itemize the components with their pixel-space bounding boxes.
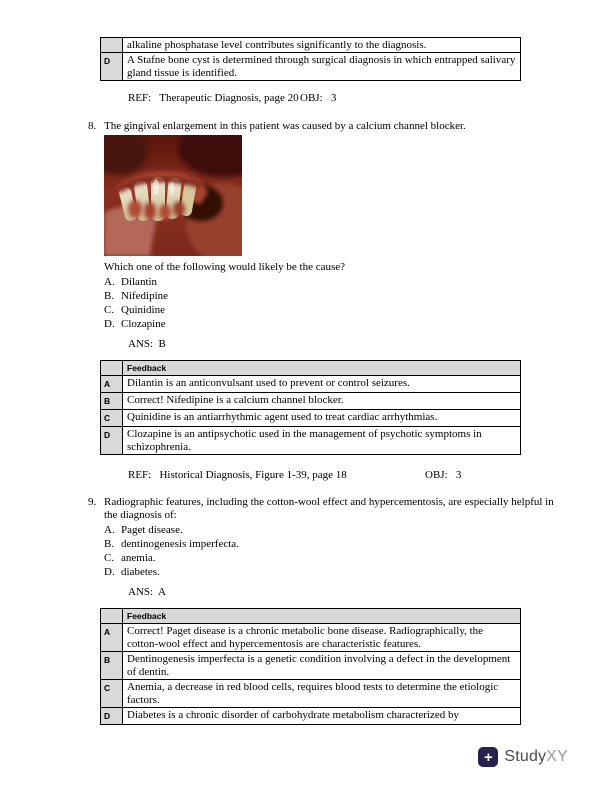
question-stem: Radiographic features, including the cotton-wool effect and hypercementosis, are especially helpful in the diagnosis of: [104,495,554,521]
question-stem: The gingival enlargement in this patient was caused by a calcium channel blocker. [104,119,466,132]
option-letter: B. [104,289,115,302]
option-letter: B. [104,537,115,550]
option-letter: A. [104,523,115,536]
table-row [101,427,521,455]
option-text: dentinogenesis imperfecta. [121,537,239,550]
option-item [104,303,556,317]
option-item [104,275,556,289]
option-letter: C. [104,303,115,316]
plus-icon: + [478,747,498,767]
row-text: Correct! Nifedipine is a calcium channel blocker. [123,393,521,410]
table-row [101,708,521,725]
table-row [101,410,521,427]
question-number: 8. [88,119,97,132]
table-row [101,680,521,708]
table-row [101,53,521,81]
option-item [104,551,556,565]
table-row [101,393,521,410]
feedback-header-row [101,609,521,624]
row-letter: D [101,708,123,725]
question-number: 9. [88,495,97,508]
row-text: alkaline phosphatase level contributes significantly to the diagnosis. [123,38,521,53]
brand-study: Study [504,748,547,765]
question-9 [88,496,612,600]
ref-line [128,92,612,106]
option-text: Paget disease. [121,523,183,536]
option-text: Nifedipine [121,289,169,302]
feedback-header-letter-cell [101,609,123,624]
ref-line [128,469,612,483]
row-letter: C [101,680,123,708]
row-letter [101,38,123,53]
option-letter: D. [104,565,115,578]
row-letter: D [101,53,123,81]
row-text: Correct! Paget disease is a chronic metabolic bone disease. Radiographically, the cotton-wool effect and hypercementosis are characteristic features. [123,624,521,652]
obj-text: OBJ: 3 [300,92,337,104]
feedback-table-fragment [100,37,521,81]
option-text: anemia. [121,551,156,564]
table-row [101,652,521,680]
row-text: Clozapine is an antipsychotic used in the management of psychotic symptoms in schizophrenia. [123,427,521,455]
option-letter: C. [104,551,115,564]
option-item [104,317,556,331]
obj-text: OBJ: 3 [425,469,462,481]
options-list [104,275,556,331]
ref-text: REF: Historical Diagnosis, Figure 1-39, page 18 [128,469,347,481]
feedback-table-q8 [100,360,521,455]
brand-name [504,748,568,766]
option-letter: A. [104,275,115,288]
option-item [104,523,556,537]
feedback-header-label: Feedback [123,361,521,376]
option-text: Clozapine [121,317,166,330]
question-prompt: Which one of the following would likely be the cause? [104,261,346,273]
option-letter: D. [104,317,115,330]
row-text: Anemia, a decrease in red blood cells, requires blood tests to determine the etiologic factors. [123,680,521,708]
table-row [101,376,521,393]
row-letter: B [101,652,123,680]
option-item [104,565,556,579]
row-letter: A [101,624,123,652]
feedback-header-letter-cell [101,361,123,376]
row-text: Dentinogenesis imperfecta is a genetic condition involving a defect in the development of dentin. [123,652,521,680]
option-text: diabetes. [121,565,160,578]
brand-xy: XY [546,748,568,765]
row-text: A Stafne bone cyst is determined through surgical diagnosis in which entrapped salivary gland tissue is identified. [123,53,521,81]
row-letter: D [101,427,123,455]
option-item [104,289,556,303]
option-text: Dilantin [121,275,158,288]
feedback-header-label: Feedback [123,609,521,624]
table-row [101,624,521,652]
ref-text: REF: Therapeutic Diagnosis, page 20 [128,92,299,104]
options-list [104,523,556,579]
table-row [101,38,521,53]
row-text: Dilantin is an anticonvulsant used to prevent or control seizures. [123,376,521,393]
clinical-photo-gingival-enlargement [104,135,242,256]
feedback-header-row [101,361,521,376]
brand-logo [478,747,568,767]
option-item [104,537,556,551]
row-text: Quinidine is an antiarrhythmic agent used to treat cardiac arrhythmias. [123,410,521,427]
answer-line: ANS: B [128,337,166,350]
answer-line: ANS: A [128,585,166,598]
row-letter: B [101,393,123,410]
question-8 [88,120,612,352]
row-text: Diabetes is a chronic disorder of carbohydrate metabolism characterized by [123,708,521,725]
feedback-table-q9 [100,608,521,725]
option-text: Quinidine [121,303,165,316]
row-letter: A [101,376,123,393]
row-letter: C [101,410,123,427]
